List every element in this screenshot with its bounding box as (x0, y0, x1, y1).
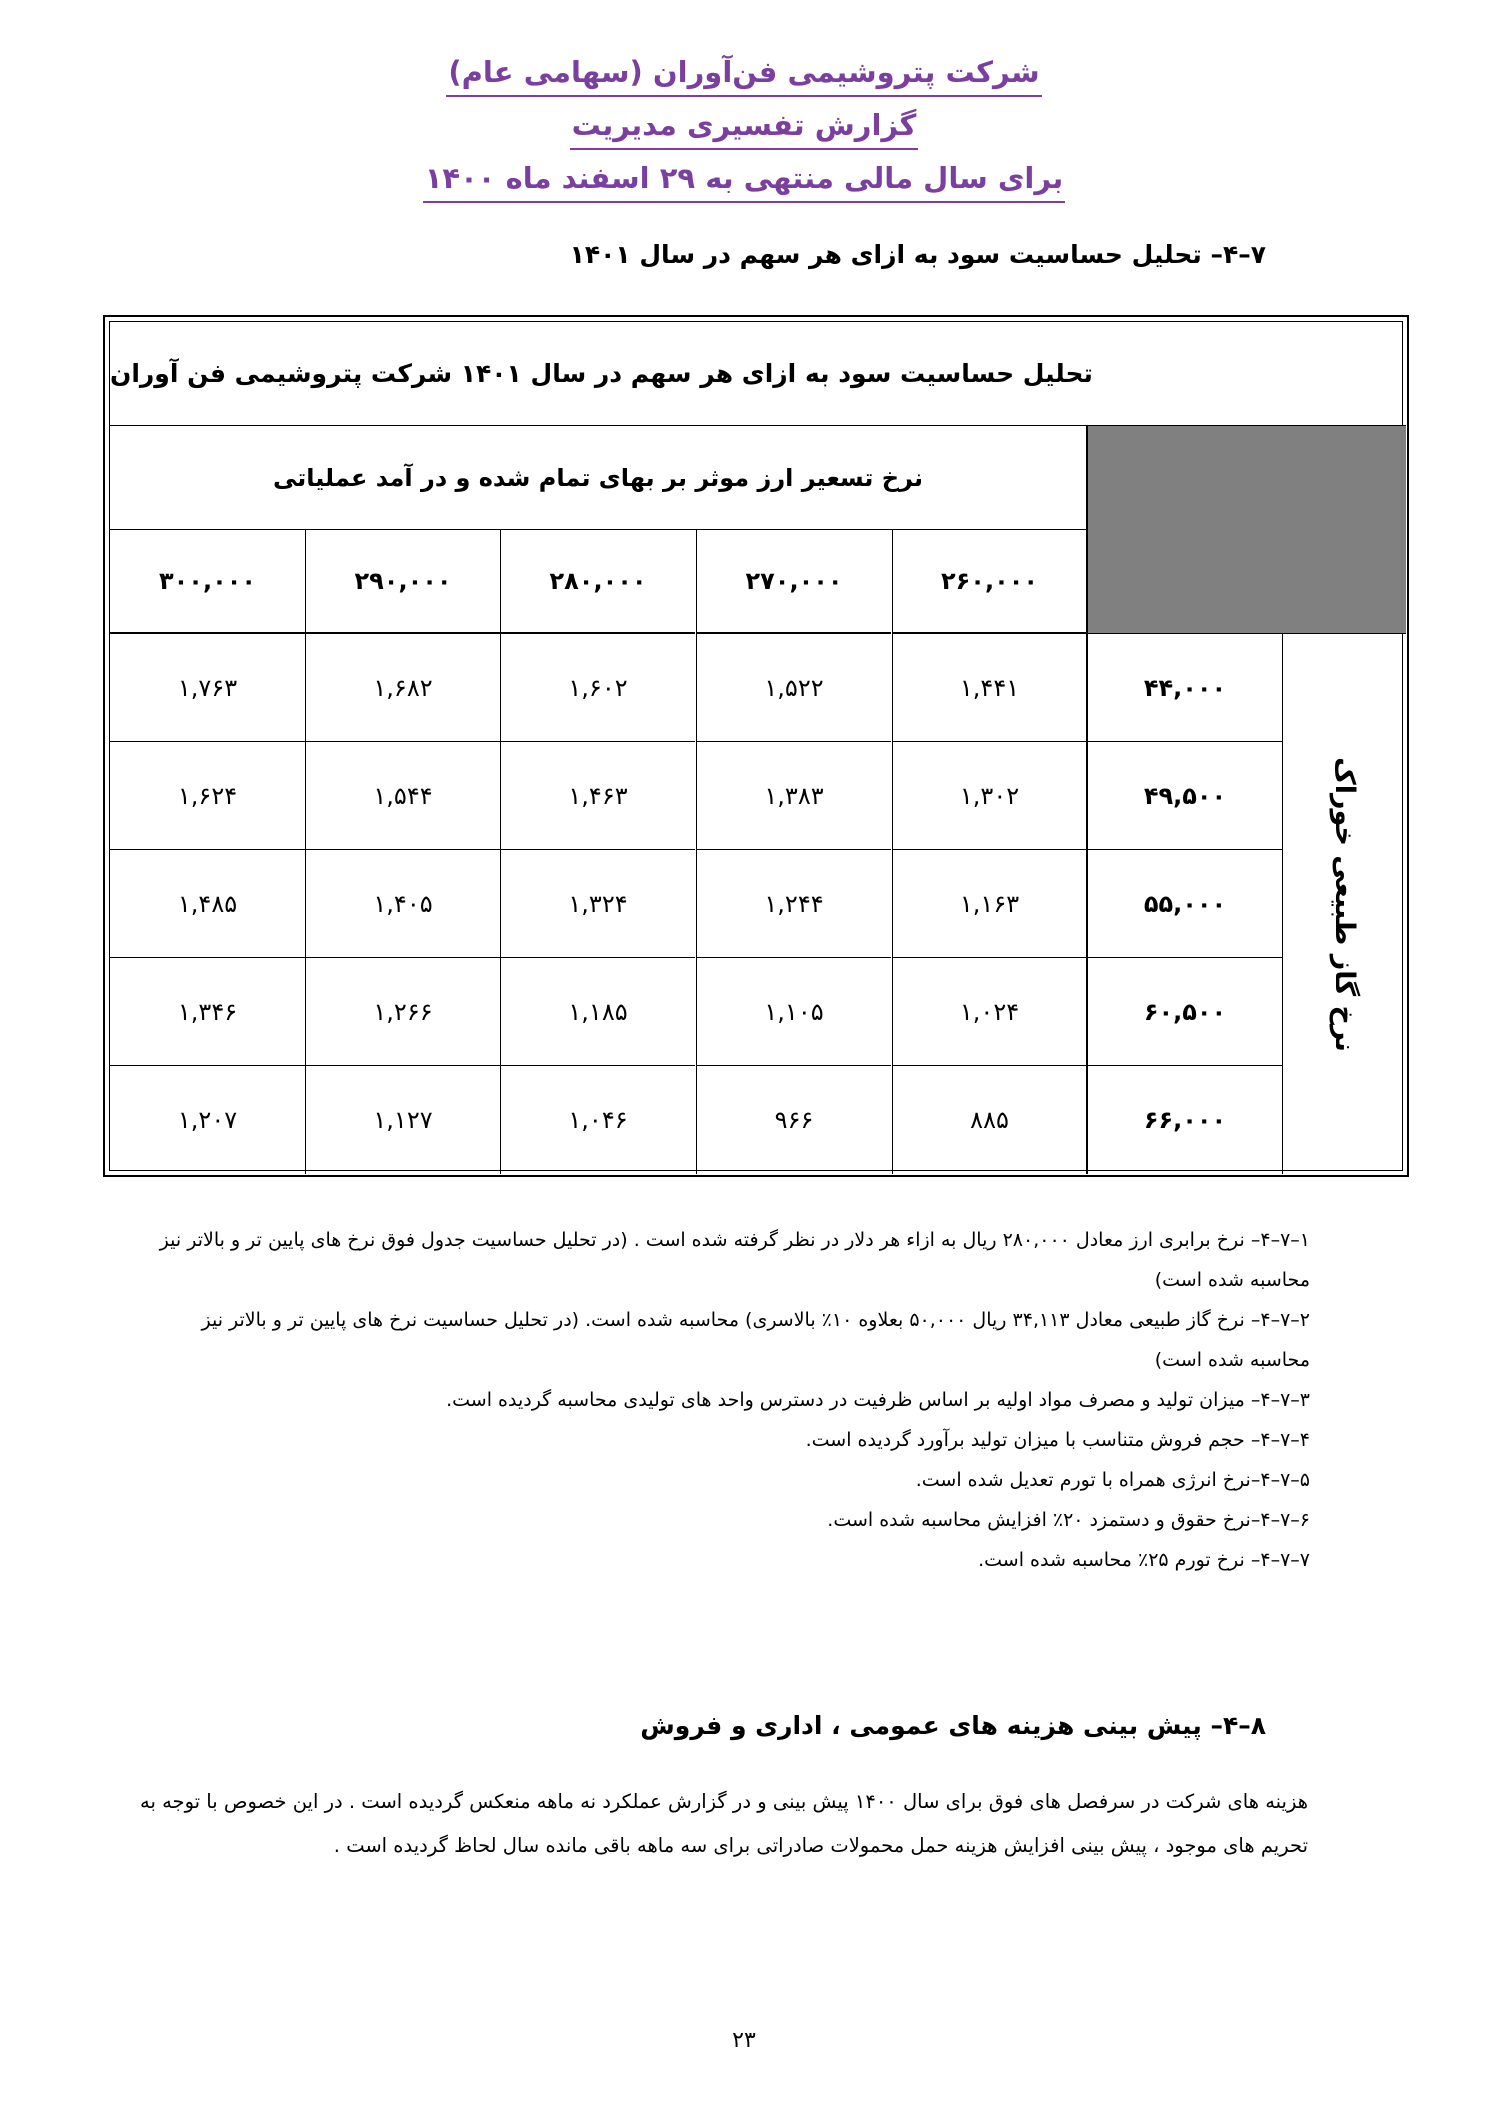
report-title: گزارش تفسیری مدیریت (570, 103, 919, 150)
table-cell: ۱,۰۴۶ (500, 1066, 695, 1174)
table-cell: ۱,۶۸۲ (305, 634, 500, 742)
table-cell: ۸۸۵ (892, 1066, 1086, 1174)
table-cell: ۱,۶۰۲ (500, 634, 695, 742)
row-header: ۵۵,۰۰۰ (1086, 850, 1282, 958)
table-cell: ۱,۲۰۷ (177, 1106, 238, 1134)
table-cell: ۱,۲۴۴ (696, 850, 891, 958)
column-header: ۳۰۰,۰۰۰ (110, 530, 305, 634)
table-cell: ۱,۱۸۵ (500, 958, 695, 1066)
page-number: ۲۳ (732, 2028, 756, 2053)
column-header: ۲۷۰,۰۰۰ (696, 530, 891, 634)
note-7: ۷–۷–۴– نرخ تورم ۲۵٪ محاسبه شده است. (978, 1549, 1310, 1571)
table-cell: ۱,۳۴۶ (110, 958, 305, 1066)
row-group-label: نرخ گاز طبیعی خوراک (1329, 756, 1360, 1052)
table-cell: ۱,۵۴۴ (305, 742, 500, 850)
table-cell: ۱,۰۲۴ (892, 958, 1086, 1066)
table-cell: ۱,۳۰۲ (892, 742, 1086, 850)
table-title: تحلیل حساسیت سود به ازای هر سهم در سال ۱۴۰۱ شرکت پتروشیمی فن آوران (110, 322, 1406, 426)
section-heading-expenses: ۸–۴– پیش بینی هزینه های عمومی ، اداری و فروش (640, 1711, 1266, 1740)
row-header: ۶۶,۰۰۰ (1086, 1066, 1282, 1174)
column-group-header: نرخ تسعیر ارز موثر بر بهای تمام شده و در آمد عملیاتی (110, 426, 1086, 530)
column-header: ۲۹۰,۰۰۰ (305, 530, 500, 634)
table-cell: ۱,۴۰۵ (305, 850, 500, 958)
table-cell: ۱,۲۶۶ (305, 958, 500, 1066)
row-group-header (1282, 634, 1406, 1174)
sensitivity-table-inner (109, 321, 1403, 1171)
note-3: ۳–۷–۴– میزان تولید و مصرف مواد اولیه بر اساس ظرفیت در دسترس واحد های تولیدی محاسبه گردیده است. (446, 1389, 1310, 1411)
period-title: برای سال مالی منتهی به ۲۹ اسفند ماه ۱۴۰۰ (423, 156, 1066, 203)
company-title: شرکت پتروشیمی فن‌آوران (سهامی عام) (446, 50, 1041, 97)
table-cell: ۱,۵۲۲ (696, 634, 891, 742)
row-header: ۶۰,۵۰۰ (1086, 958, 1282, 1066)
table-cell: ۱,۳۸۳ (696, 742, 891, 850)
table-cell: ۱,۴۴۱ (892, 634, 1086, 742)
table-cell: ۱,۴۸۵ (110, 850, 305, 958)
sensitivity-table (103, 315, 1409, 1177)
note-2: ۲–۷–۴– نرخ گاز طبیعی معادل ۳۴,۱۱۳ ریال ۵۰,۰۰۰ بعلاوه ۱۰٪ بالاسری) محاسبه شده است. (در تحلیل حساسیت نرخ های پایین تر و بالاتر نیز محاسبه شده است) (201, 1309, 1310, 1371)
column-header: ۲۸۰,۰۰۰ (500, 530, 695, 634)
note-1: ۱–۷–۴– نرخ برابری ارز معادل ۲۸۰,۰۰۰ ریال به ازاء هر دلار در نظر گرفته شده است . (در تحلیل حساسیت جدول فوق نرخ های پایین تر و بالاتر نیز محاسبه شده است) (159, 1229, 1310, 1291)
note-4: ۴–۷–۴– حجم فروش متناسب با میزان تولید برآورد گردیده است. (805, 1429, 1310, 1451)
assumption-notes (140, 1220, 1310, 1580)
section-heading-sensitivity: ۷–۴– تحلیل حساسیت سود به ازای هر سهم در سال ۱۴۰۱ (569, 240, 1266, 269)
note-5: ۵–۷–۴–نرخ انرژی همراه با تورم تعدیل شده است. (915, 1469, 1310, 1491)
table-cell: ۱,۳۲۴ (500, 850, 695, 958)
expenses-paragraph: هزینه های شرکت در سرفصل های فوق برای سال ۱۴۰۰ پیش بینی و در گزارش عملکرد نه ماهه منعکس گردیده است . در این خصوص با توجه به تحریم های موجود ، پیش بینی افزایش هزینه حمل محمولات صادراتی برای سه ماهه باقی مانده سال لحاظ گردیده است . (140, 1790, 1308, 1857)
table-cell: ۱,۱۰۵ (696, 958, 891, 1066)
note-6: ۶–۷–۴–نرخ حقوق و دستمزد ۲۰٪ افزایش محاسبه شده است. (827, 1509, 1310, 1531)
table-cell: ۱,۱۶۳ (892, 850, 1086, 958)
table-cell: ۱,۴۶۳ (500, 742, 695, 850)
table-cell: ۱,۷۶۳ (110, 634, 305, 742)
row-header: ۴۴,۰۰۰ (1086, 634, 1282, 742)
column-header: ۲۶۰,۰۰۰ (892, 530, 1086, 634)
table-cell: ۱,۱۲۷ (305, 1066, 500, 1174)
report-header (0, 50, 1488, 209)
corner-cell (1086, 426, 1406, 634)
table-cell: ۱,۶۲۴ (110, 742, 305, 850)
table-cell: ۹۶۶ (696, 1066, 891, 1174)
row-header: ۴۹,۵۰۰ (1086, 742, 1282, 850)
